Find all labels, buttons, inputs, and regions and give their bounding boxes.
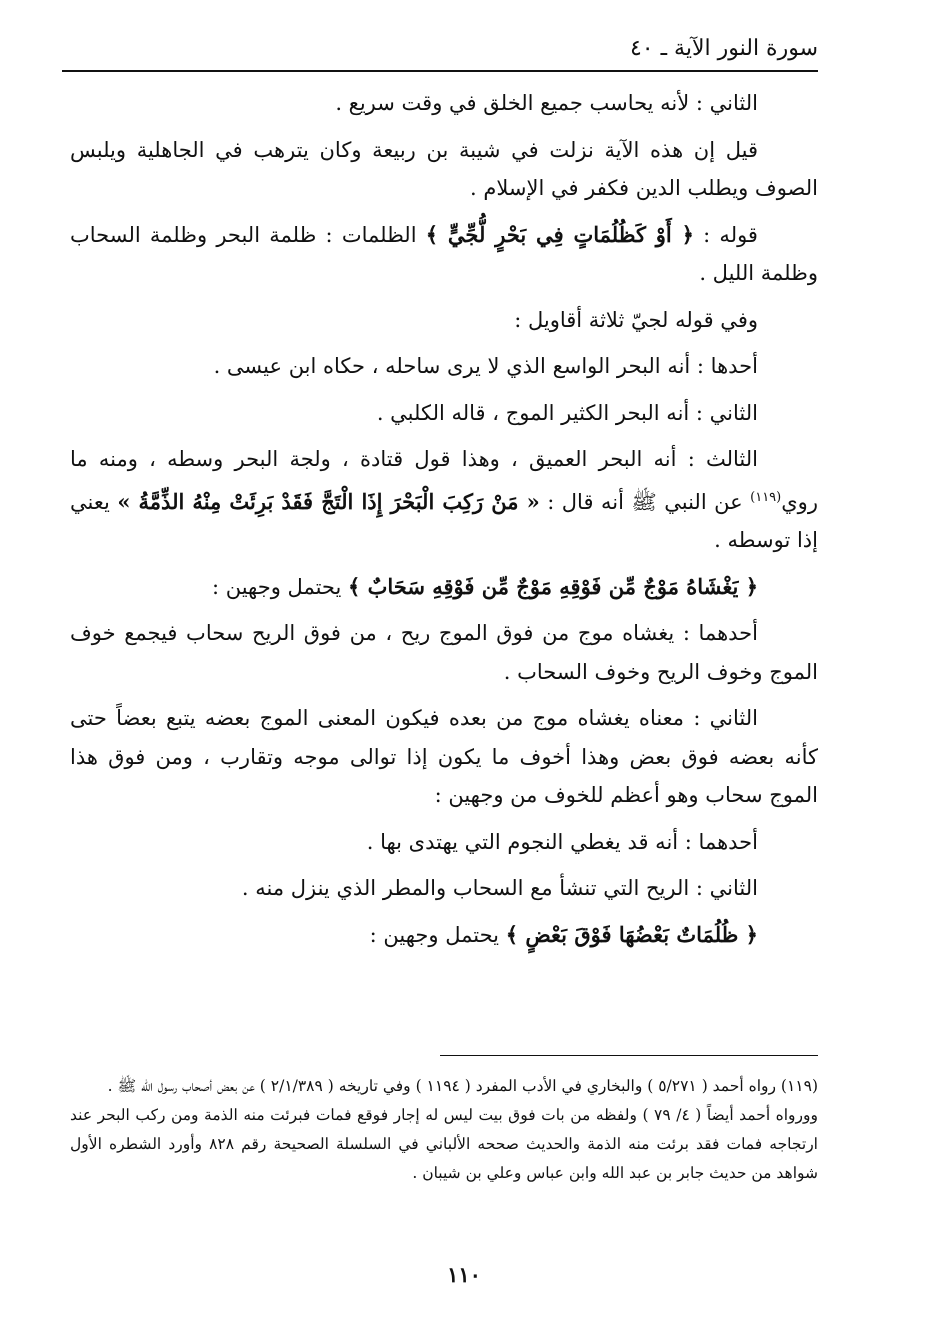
paragraph: الثاني : الريح التي تنشأ مع السحاب والمطر الذي ينزل منه . [241, 876, 758, 900]
footnote-rule [440, 1055, 818, 1056]
paragraph: الثاني : معناه يغشاه موج من بعده فيكون المعنى الموج بعضه يتبع بعضاً حتى كأنه بعضه فوق بعض وهذا أخوف ما يكون إذا توالى موجه وتقارب ، ومن فوق هذا الموج سحاب وهو أعظم للخوف من وجهين : [70, 706, 818, 807]
paragraph-text: الظلمات : ظلمة البحر وظلمة السحاب وظلمة الليل . [70, 222, 818, 285]
paragraph: أحدهما : يغشاه موج من فوق الموج ريح ، من فوق الريح سحاب فيجمع خوف الموج وخوف الريح وخوف السحاب . [70, 621, 818, 684]
paragraph: وفي قوله لجيّ ثلاثة أقاويل : [514, 307, 758, 332]
paragraph-text: يعني إذا توسطه . [70, 489, 818, 552]
footnote: (١١٩) رواه أحمد ( ٥/٢٧١ ) والبخاري في الأدب المفرد ( ١١٩٤ ) وفي تاريخه ( ٢/١/٣٨٩ ) عن بعض أصحاب رسول الله ﷺ . [107, 1077, 818, 1095]
paragraph: أحدهما : أنه قد يغطي النجوم التي يهتدى بها . [366, 829, 758, 854]
paragraph-text: عن النبي ﷺ أنه قال : [547, 489, 743, 514]
header-rule [62, 70, 818, 72]
paragraph-lead: قوله : [703, 222, 758, 247]
running-header-title: سورة النور الآية ـ ٤٠ [629, 36, 818, 61]
footnote-reference: (١١٩) [750, 489, 782, 505]
paragraph: أحدها : أنه البحر الواسع الذي لا يرى ساحله ، حكاه ابن عيسى . [213, 354, 758, 378]
paragraph-text: يحتمل وجهين : [211, 574, 342, 599]
paragraph [70, 568, 818, 607]
footnote: وورواه أحمد أيضاً ( ٤/ ٧٩ ) ولفظه من بات فوق بيت ليس له إجار فوقع فمات فبرئت منه الذمة ومن ركب البحر عند ارتجاجه فمات فقد برئت منه الذمة والحديث صححه الألباني في السلسلة الصحيحة رقم ٨٢٨ وأورد الشطره الأول شواهد من حديث جابر بن عبد الله وابن عباس وعلي بن شيبان . [70, 1106, 819, 1182]
paragraph: الثاني : أنه البحر الكثير الموج ، قاله الكلبي . [376, 400, 758, 425]
main-text [70, 84, 818, 962]
paragraph [70, 440, 818, 560]
quran-verse: ﴿ يَغْشَاهُ مَوْجٌ مِّن فَوْقِهِ مَوْجٌ مِّن فَوْقِهِ سَحَابٌ ﴾ [348, 573, 758, 599]
paragraph [70, 916, 818, 955]
paragraph-text: الثالث : أنه البحر العميق ، وهذا قول قتادة ، ولجة البحر وسطه ، ومنه ما روي [70, 447, 818, 514]
paragraph-text: يحتمل وجهين : [369, 922, 500, 947]
page-number: ١١٠ [447, 1262, 481, 1287]
footnotes [70, 1072, 818, 1188]
quran-verse: ﴿ أَوْ كَظُلُمَاتٍ فِي بَحْرٍ لُّجِّيٍّ ﴾ [425, 221, 694, 247]
quran-verse: ﴿ ظُلُمَاتٌ بَعْضُهَا فَوْقَ بَعْضٍ ﴾ [505, 921, 758, 947]
paragraph: الثاني : لأنه يحاسب جميع الخلق في وقت سريع . [335, 91, 758, 115]
hadith-quote: « مَنْ رَكِبَ الْبَحْرَ إِذَا الْتَجَّ فَقَدْ بَرِئَتْ مِنْهُ الذِّمَّةُ » [117, 488, 540, 514]
paragraph: قيل إن هذه الآية نزلت في شيبة بن ربيعة وكان يترهب في الجاهلية ويلبس الصوف ويطلب الدين فكفر في الإسلام . [70, 137, 818, 200]
paragraph [70, 216, 818, 293]
